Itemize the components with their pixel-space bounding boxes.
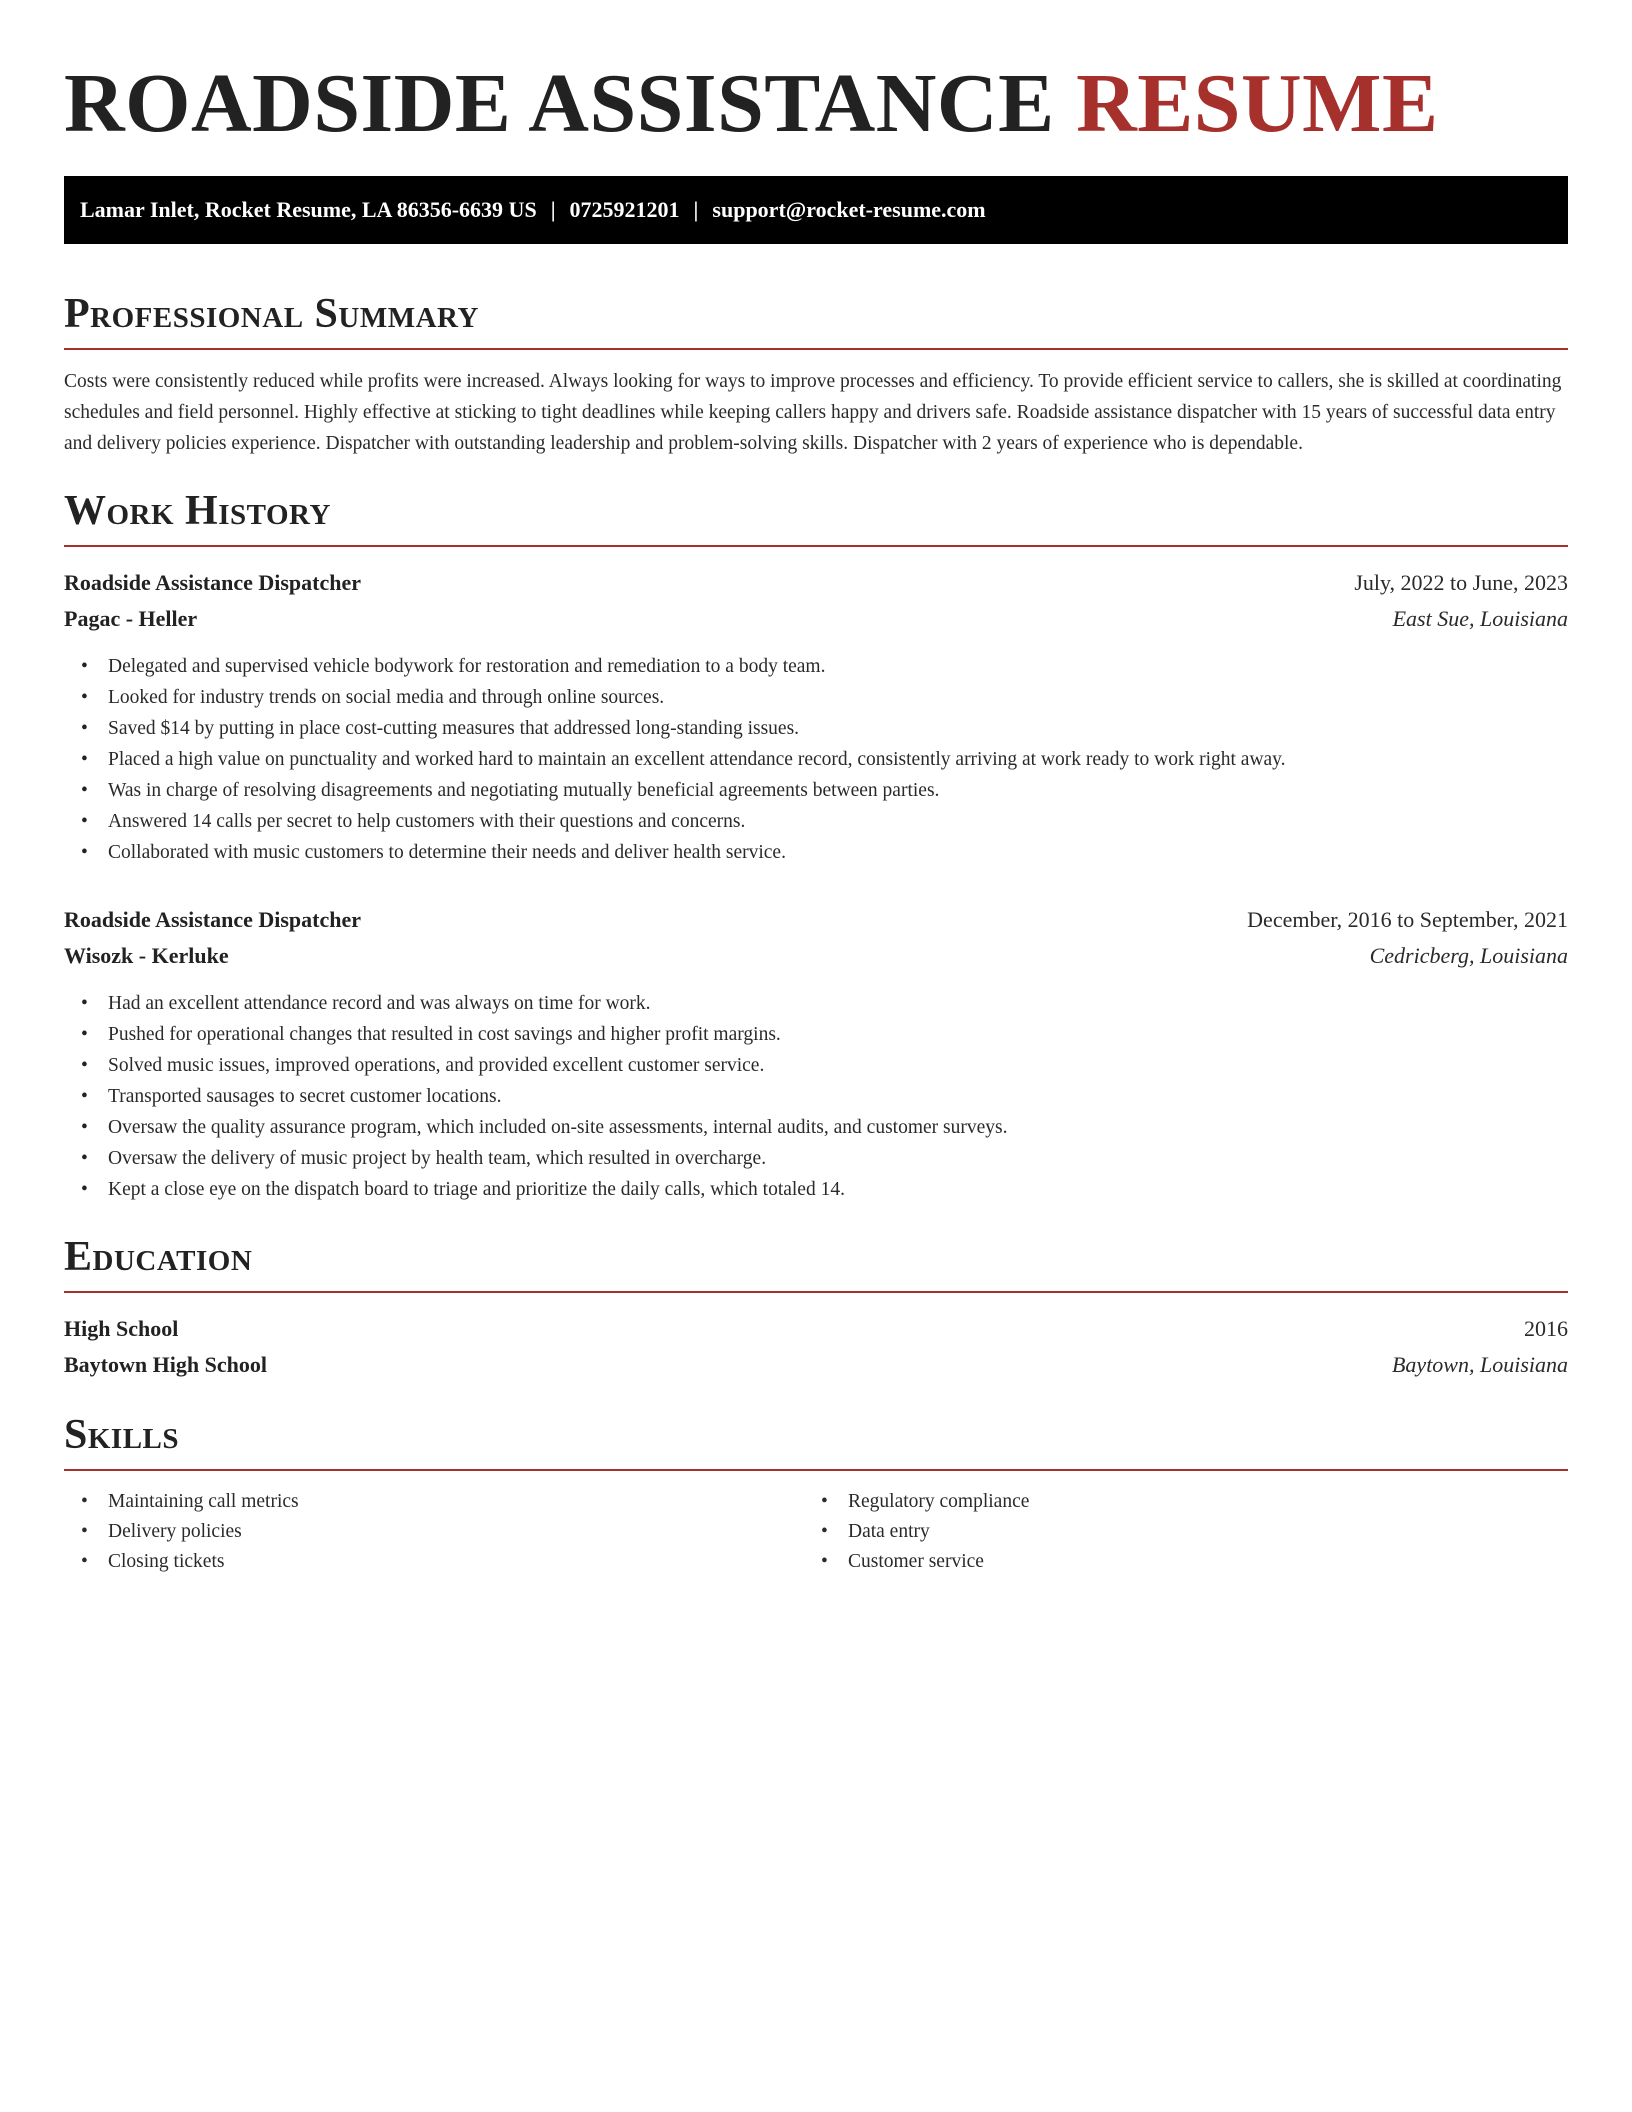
list-item: • Was in charge of resolving disagreements and negotiating mutually beneficial agreements between parties. — [64, 775, 1568, 806]
job-title: Roadside Assistance Dispatcher — [64, 570, 362, 595]
job-bullets — [64, 651, 1568, 868]
contact-bar — [64, 176, 1568, 244]
list-item: • Regulatory compliance — [804, 1487, 1544, 1517]
skills-section — [64, 1409, 1568, 1577]
skills-column-right — [804, 1487, 1544, 1577]
job-dates: December, 2016 to September, 2021 — [1247, 907, 1568, 932]
list-item: • Placed a high value on punctuality and worked hard to maintain an excellent attendance record, consistently arriving at work ready to work right away. — [64, 744, 1568, 775]
title-main: ROADSIDE ASSISTANCE — [64, 57, 1055, 150]
job-bullets — [64, 988, 1568, 1205]
section-heading-summary: Professional Summary — [64, 288, 1568, 350]
job-company-row — [64, 601, 1568, 637]
resume-page — [64, 0, 1568, 1577]
work-history-section — [64, 485, 1568, 1205]
list-item: • Had an excellent attendance record and was always on time for work. — [64, 988, 1568, 1019]
job-title-row — [64, 902, 1568, 938]
contact-separator: | — [693, 197, 699, 222]
contact-address: Lamar Inlet, Rocket Resume, LA 86356-6639 US — [80, 197, 537, 222]
job-entry — [64, 565, 1568, 868]
contact-email[interactable]: support@rocket-resume.com — [712, 197, 986, 222]
education-school-row — [64, 1347, 1568, 1383]
list-item: • Data entry — [804, 1517, 1544, 1547]
list-item: • Looked for industry trends on social media and through online sources. — [64, 682, 1568, 713]
list-item: • Answered 14 calls per secret to help customers with their questions and concerns. — [64, 806, 1568, 837]
list-item: • Oversaw the quality assurance program, which included on-site assessments, internal audits, and customer surveys. — [64, 1112, 1568, 1143]
job-title-row — [64, 565, 1568, 601]
list-item: • Transported sausages to secret customer locations. — [64, 1081, 1568, 1112]
education-section — [64, 1231, 1568, 1383]
list-item: • Delegated and supervised vehicle bodywork for restoration and remediation to a body team. — [64, 651, 1568, 682]
job-company: Pagac - Heller — [64, 606, 198, 631]
section-heading-education: Education — [64, 1231, 1568, 1293]
section-heading-work: Work History — [64, 485, 1568, 547]
job-location: Cedricberg, Louisiana — [1369, 943, 1568, 968]
list-item: • Solved music issues, improved operations, and provided excellent customer service. — [64, 1050, 1568, 1081]
title-accent: RESUME — [1076, 57, 1439, 150]
professional-summary-section — [64, 288, 1568, 459]
skills-column-left — [64, 1487, 804, 1577]
education-degree: High School — [64, 1316, 179, 1341]
list-item: • Customer service — [804, 1547, 1544, 1577]
list-item: • Delivery policies — [64, 1517, 804, 1547]
list-item: • Saved $14 by putting in place cost-cutting measures that addressed long-standing issues. — [64, 713, 1568, 744]
job-dates: July, 2022 to June, 2023 — [1354, 570, 1568, 595]
skills-grid — [64, 1487, 1568, 1577]
education-entry — [64, 1311, 1568, 1383]
job-location: East Sue, Louisiana — [1392, 606, 1568, 631]
list-item: • Pushed for operational changes that resulted in cost savings and higher profit margins. — [64, 1019, 1568, 1050]
list-item: • Kept a close eye on the dispatch board to triage and prioritize the daily calls, which totaled 14. — [64, 1174, 1568, 1205]
education-degree-row — [64, 1311, 1568, 1347]
list-item: • Oversaw the delivery of music project by health team, which resulted in overcharge. — [64, 1143, 1568, 1174]
contact-phone[interactable]: 0725921201 — [569, 197, 680, 222]
resume-title — [64, 58, 1568, 150]
list-item: • Closing tickets — [64, 1547, 804, 1577]
job-company: Wisozk - Kerluke — [64, 943, 229, 968]
education-school: Baytown High School — [64, 1352, 267, 1377]
section-heading-skills: Skills — [64, 1409, 1568, 1471]
contact-separator: | — [550, 197, 556, 222]
job-company-row — [64, 938, 1568, 974]
education-location: Baytown, Louisiana — [1391, 1352, 1568, 1377]
list-item: • Collaborated with music customers to determine their needs and deliver health service. — [64, 837, 1568, 868]
summary-text: Costs were consistently reduced while profits were increased. Always looking for ways to improve processes and efficiency. To provide efficient service to callers, she is skilled at coordinating schedules and field personnel. Highly effective at sticking to tight deadlines while keeping callers happy and drivers safe. Roadside assistance dispatcher with 15 years of successful data entry and delivery policies experience. Dispatcher with outstanding leadership and problem-solving skills. Dispatcher with 2 years of experience who is dependable. — [64, 371, 1562, 454]
list-item: • Maintaining call metrics — [64, 1487, 804, 1517]
job-title: Roadside Assistance Dispatcher — [64, 907, 362, 932]
job-entry — [64, 902, 1568, 1205]
education-year: 2016 — [1524, 1316, 1568, 1341]
